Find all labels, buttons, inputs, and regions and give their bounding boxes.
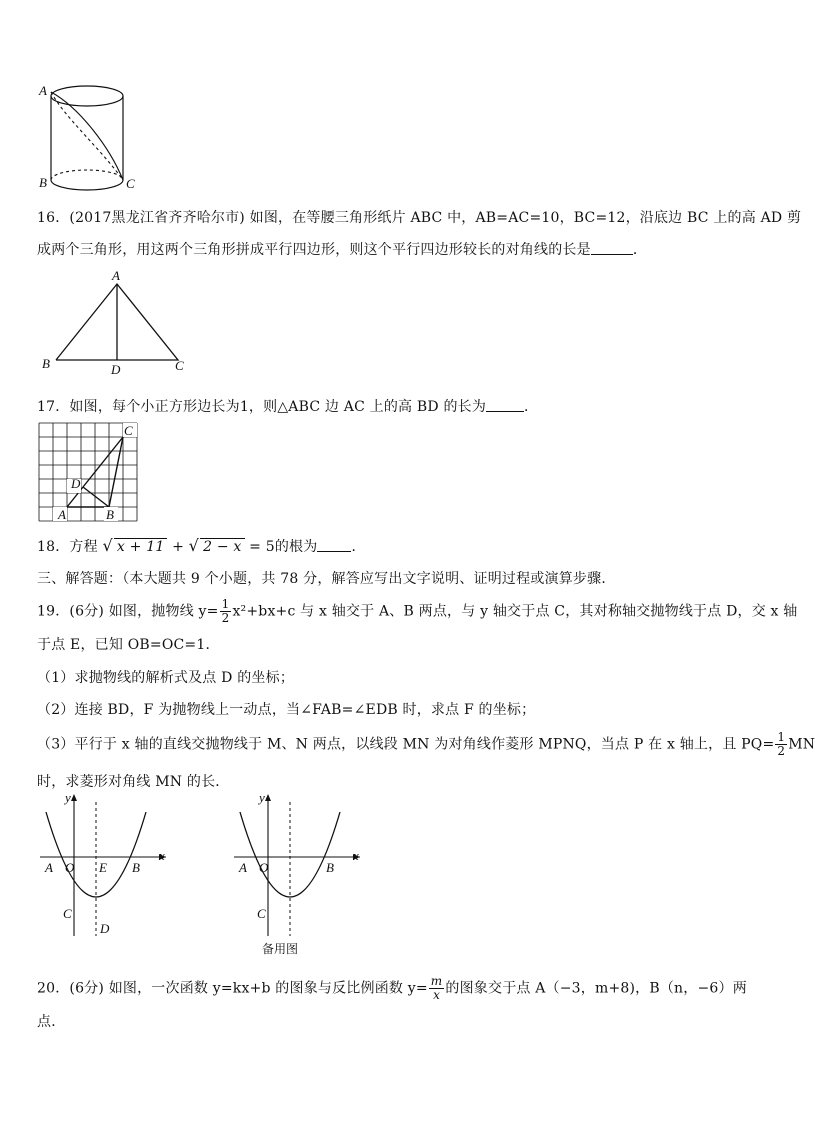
q17-end: ． [524, 399, 539, 415]
label-A: A [112, 268, 120, 283]
q20-line2: 点． [37, 1014, 66, 1030]
label-A: A [45, 860, 53, 875]
label-O: O [65, 860, 75, 875]
q19-part3 [37, 731, 815, 758]
isosceles-triangle-figure [38, 268, 188, 376]
q19-part2: （2）连接 BD，F 为抛物线上一动点，当∠FAB=∠EDB 时，求点 F 的坐标； [37, 702, 536, 718]
q19-line2: 于点 E，已知 OB=OC=1． [37, 637, 220, 653]
radicand-2: 2 − x [200, 538, 244, 555]
label-B: B [42, 356, 50, 371]
q19-p3-a: （3）平行于 x 轴的直线交抛物线于 M、N 两点，以线段 MN 为对角线作菱形 MPNQ，当点 P 在 x 轴上，且 PQ= [37, 736, 775, 753]
parabola-figure-2 [228, 790, 368, 960]
sqrt-icon: √ [102, 536, 113, 555]
label-A: A [239, 860, 247, 875]
q19-line1 [37, 598, 798, 625]
q17-line [37, 396, 538, 416]
label-A: A [39, 83, 47, 98]
answer-blank [486, 399, 524, 412]
label-C: C [124, 423, 133, 438]
q18-end: ． [351, 539, 366, 555]
q19-l1-b: x²+bx+c 与 x 轴交于 A、B 两点，与 y 轴交于点 C，其对称轴交抛物线于点 D，交 x 轴 [232, 603, 798, 620]
q18-suffix: 的根为 [274, 539, 318, 555]
q18-line [37, 536, 366, 556]
answer-blank [317, 539, 351, 552]
frac-den: 2 [777, 744, 786, 758]
q20-l1-a: 20．(6分) 如图，一次函数 y=kx+b 的图象与反比例函数 y= [37, 980, 428, 997]
axis-y-label: y [259, 790, 265, 805]
label-B: B [39, 175, 47, 190]
q19-part1: （1）求抛物线的解析式及点 D 的坐标； [37, 670, 295, 686]
label-O: O [259, 860, 269, 875]
frac-num: m [430, 974, 443, 988]
label-A: A [58, 507, 66, 522]
q20-line1 [37, 975, 747, 1002]
parabola-figure-1 [34, 790, 174, 940]
fraction-half [775, 731, 787, 758]
label-D: D [100, 921, 110, 936]
axis-x-label: x [353, 848, 359, 863]
frac-num: 1 [221, 597, 230, 611]
grid-triangle-figure [37, 421, 141, 523]
label-B: B [132, 860, 140, 875]
axis-x-label: x [159, 848, 165, 863]
q16-line2-text: 成两个三角形，用这两个三角形拼成平行四边形，则这个平行四边形较长的对角线的长是 [37, 242, 591, 258]
q19-part3-end: 时，求菱形对角线 MN 的长． [37, 774, 230, 790]
answer-blank [591, 242, 633, 255]
label-C: C [63, 906, 72, 921]
q17-text: 17．如图，每个小正方形边长为1，则△ABC 边 AC 上的高 BD 的长为 [37, 399, 487, 415]
frac-den: x [433, 988, 441, 1002]
label-C: C [126, 176, 135, 191]
axis-y-label: y [65, 790, 71, 805]
q19-p3-b: MN [788, 736, 815, 753]
q16-line2-end: ． [632, 242, 648, 258]
spare-figure-caption: 备用图 [262, 942, 299, 956]
q16-line1: 16．(2017黑龙江省齐齐哈尔市) 如图，在等腰三角形纸片 ABC 中，AB=AC=10，BC=12，沿底边 BC 上的高 AD 剪 [37, 210, 802, 226]
frac-den: 2 [221, 611, 230, 625]
fraction-half [220, 598, 232, 625]
label-B: B [326, 860, 334, 875]
q18-plus: + [167, 539, 189, 555]
label-B: B [106, 507, 114, 522]
section-heading: 三、解答题：（本大题共 9 个小题，共 78 分，解答应写出文字说明、证明过程或演算步骤． [37, 571, 616, 587]
label-C: C [257, 906, 266, 921]
fraction-m-over-x [429, 975, 445, 1002]
cylinder-figure [30, 78, 140, 193]
label-D: D [111, 362, 121, 377]
radicand-1: x + 11 [114, 538, 168, 555]
q16-line2 [37, 239, 647, 259]
frac-num: 1 [777, 730, 786, 744]
label-D: D [71, 476, 81, 491]
label-E: E [99, 860, 107, 875]
q18-eq: = 5 [244, 539, 275, 555]
q20-l1-b: 的图象交于点 A（−3，m+8)，B（n，−6）两 [445, 980, 747, 997]
sqrt-icon: √ [188, 536, 200, 555]
q19-l1-a: 19．(6分) 如图，抛物线 y= [37, 603, 219, 620]
label-C: C [175, 358, 184, 373]
q18-prefix: 18．方程 [37, 539, 98, 555]
